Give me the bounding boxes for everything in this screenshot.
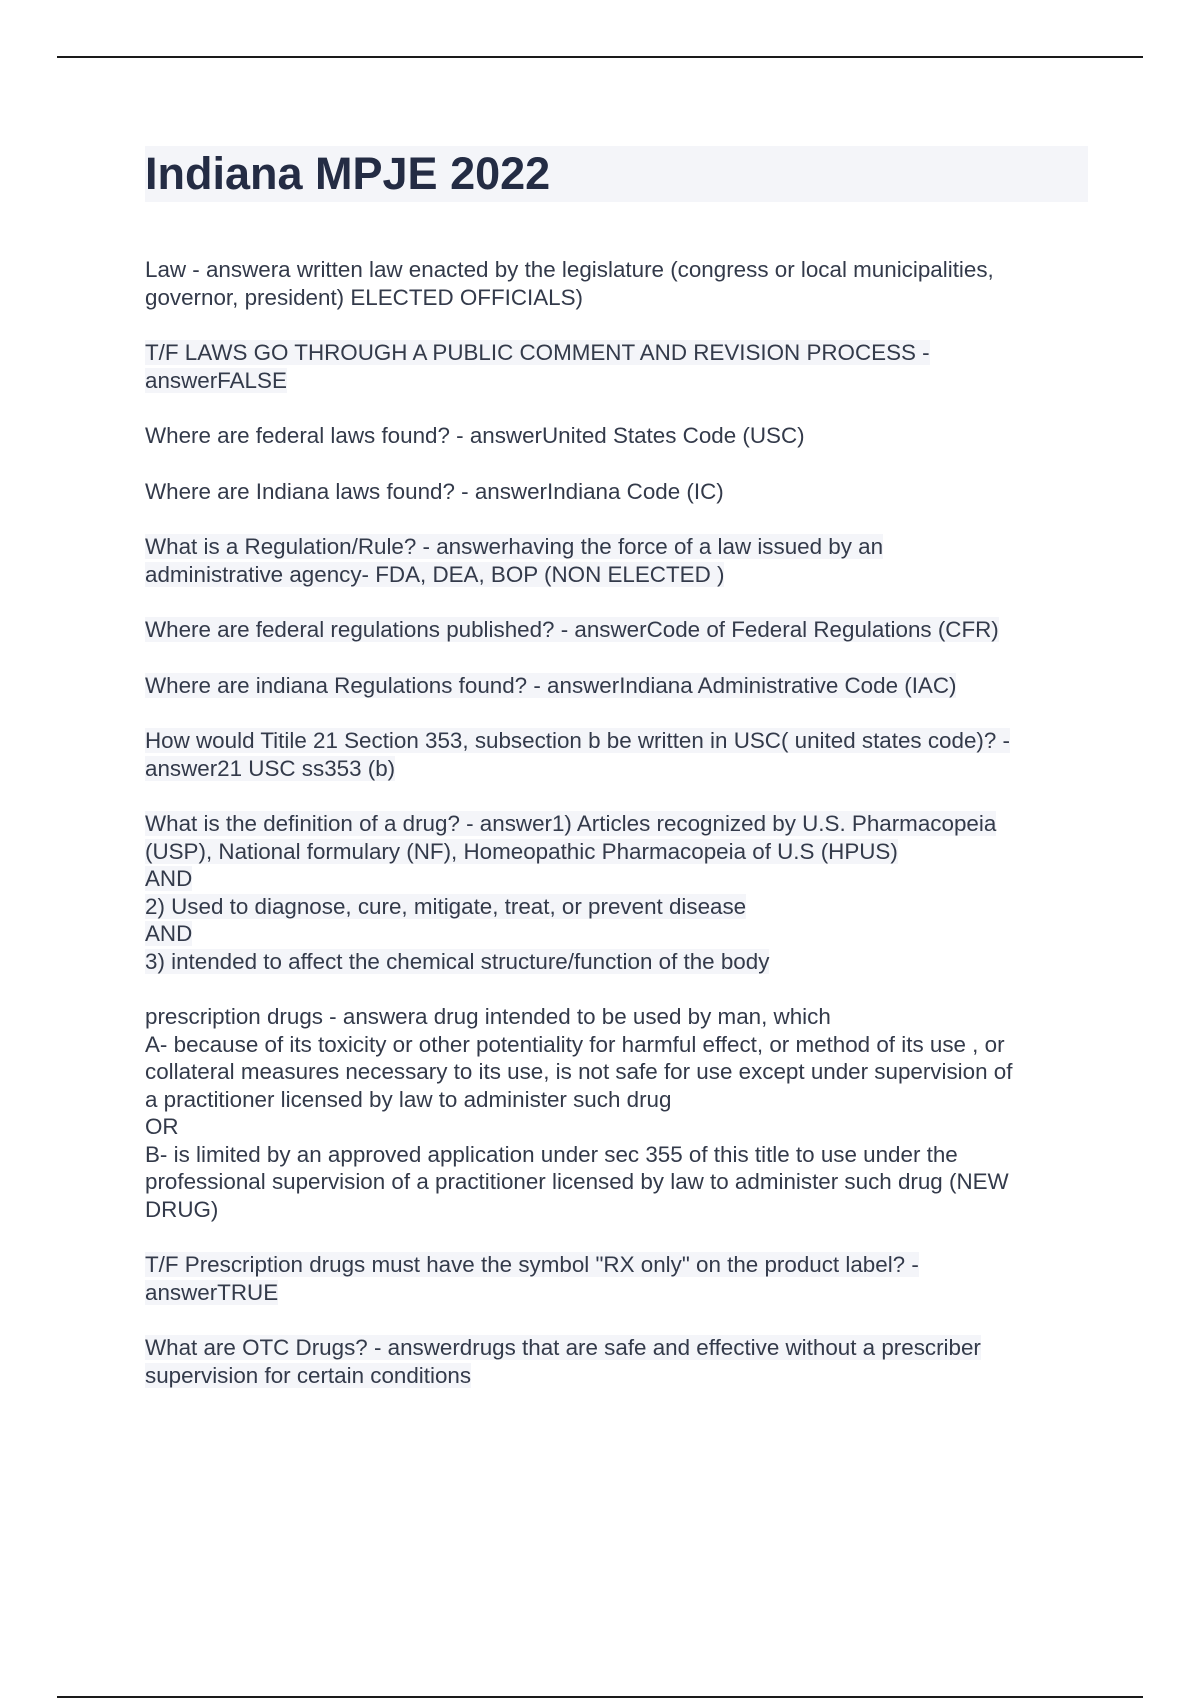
flashcard-prescription-drugs bbox=[145, 1003, 1095, 1223]
card-line: T/F LAWS GO THROUGH A PUBLIC COMMENT AND REVISION PROCESS - bbox=[145, 340, 930, 365]
bottom-rule bbox=[57, 1696, 1143, 1698]
card-line: T/F Prescription drugs must have the symbol "RX only" on the product label? - bbox=[145, 1252, 919, 1277]
flashcard-otc-drugs bbox=[145, 1334, 1095, 1389]
card-line: Where are indiana Regulations found? - answerIndiana Administrative Code (IAC) bbox=[145, 672, 957, 698]
flashcard-usc-citation bbox=[145, 727, 1095, 782]
card-line: answerTRUE bbox=[145, 1279, 279, 1305]
card-line: Where are federal laws found? - answerUnited States Code (USC) bbox=[145, 423, 805, 448]
card-line: answerFALSE bbox=[145, 367, 287, 393]
flashcard-drug-definition bbox=[145, 810, 1095, 975]
card-line: answer21 USC ss353 (b) bbox=[145, 755, 396, 781]
card-line: What is a Regulation/Rule? - answerhaving the force of a law issued by an bbox=[145, 534, 884, 559]
card-line: collateral measures necessary to its use, is not safe for use except under supervision of bbox=[145, 1059, 1013, 1084]
card-line: prescription drugs - answera drug intended to be used by man, which bbox=[145, 1004, 831, 1029]
card-line: supervision for certain conditions bbox=[145, 1362, 472, 1388]
flashcard-regulation-rule bbox=[145, 533, 1095, 588]
flashcard-rx-only bbox=[145, 1251, 1095, 1306]
card-line: 2) Used to diagnose, cure, mitigate, treat, or prevent disease bbox=[145, 893, 747, 919]
flashcard-law bbox=[145, 256, 1095, 311]
card-line: AND bbox=[145, 921, 193, 946]
flashcard-indiana-laws bbox=[145, 478, 1095, 506]
card-line: (USP), National formulary (NF), Homeopathic Pharmacopeia of U.S (HPUS) bbox=[145, 838, 898, 864]
flashcard-list bbox=[145, 256, 1095, 1417]
card-line: B- is limited by an approved application under sec 355 of this title to use under the bbox=[145, 1141, 958, 1167]
card-line: What are OTC Drugs? - answerdrugs that are safe and effective without a prescriber bbox=[145, 1335, 981, 1360]
card-line: governor, president) ELECTED OFFICIALS) bbox=[145, 284, 584, 310]
card-line: OR bbox=[145, 1114, 179, 1139]
card-line: Where are Indiana laws found? - answerIndiana Code (IC) bbox=[145, 478, 724, 504]
card-line: How would Titile 21 Section 353, subsection b be written in USC( united states code)? - bbox=[145, 728, 1010, 753]
card-line: A- because of its toxicity or other potentiality for harmful effect, or method of its use , or bbox=[145, 1031, 1005, 1057]
card-line: Where are federal regulations published? - answerCode of Federal Regulations (CFR) bbox=[145, 617, 999, 642]
card-line: AND bbox=[145, 866, 193, 891]
flashcard-federal-laws bbox=[145, 422, 1095, 450]
flashcard-indiana-regulations bbox=[145, 672, 1095, 700]
card-line: 3) intended to affect the chemical structure/function of the body bbox=[145, 948, 770, 974]
card-line: What is the definition of a drug? - answer1) Articles recognized by U.S. Pharmacopeia bbox=[145, 811, 997, 836]
card-line: DRUG) bbox=[145, 1196, 219, 1222]
top-rule bbox=[57, 56, 1143, 58]
flashcard-federal-regulations bbox=[145, 616, 1095, 644]
card-line: a practitioner licensed by law to administer such drug bbox=[145, 1086, 672, 1112]
card-line: Law - answera written law enacted by the legislature (congress or local municipalities, bbox=[145, 257, 994, 282]
card-line: professional supervision of a practitioner licensed by law to administer such drug (NEW bbox=[145, 1169, 1009, 1194]
page-title: Indiana MPJE 2022 bbox=[145, 148, 551, 199]
flashcard-public-comment bbox=[145, 339, 1095, 394]
card-line: administrative agency- FDA, DEA, BOP (NON ELECTED ) bbox=[145, 561, 725, 587]
